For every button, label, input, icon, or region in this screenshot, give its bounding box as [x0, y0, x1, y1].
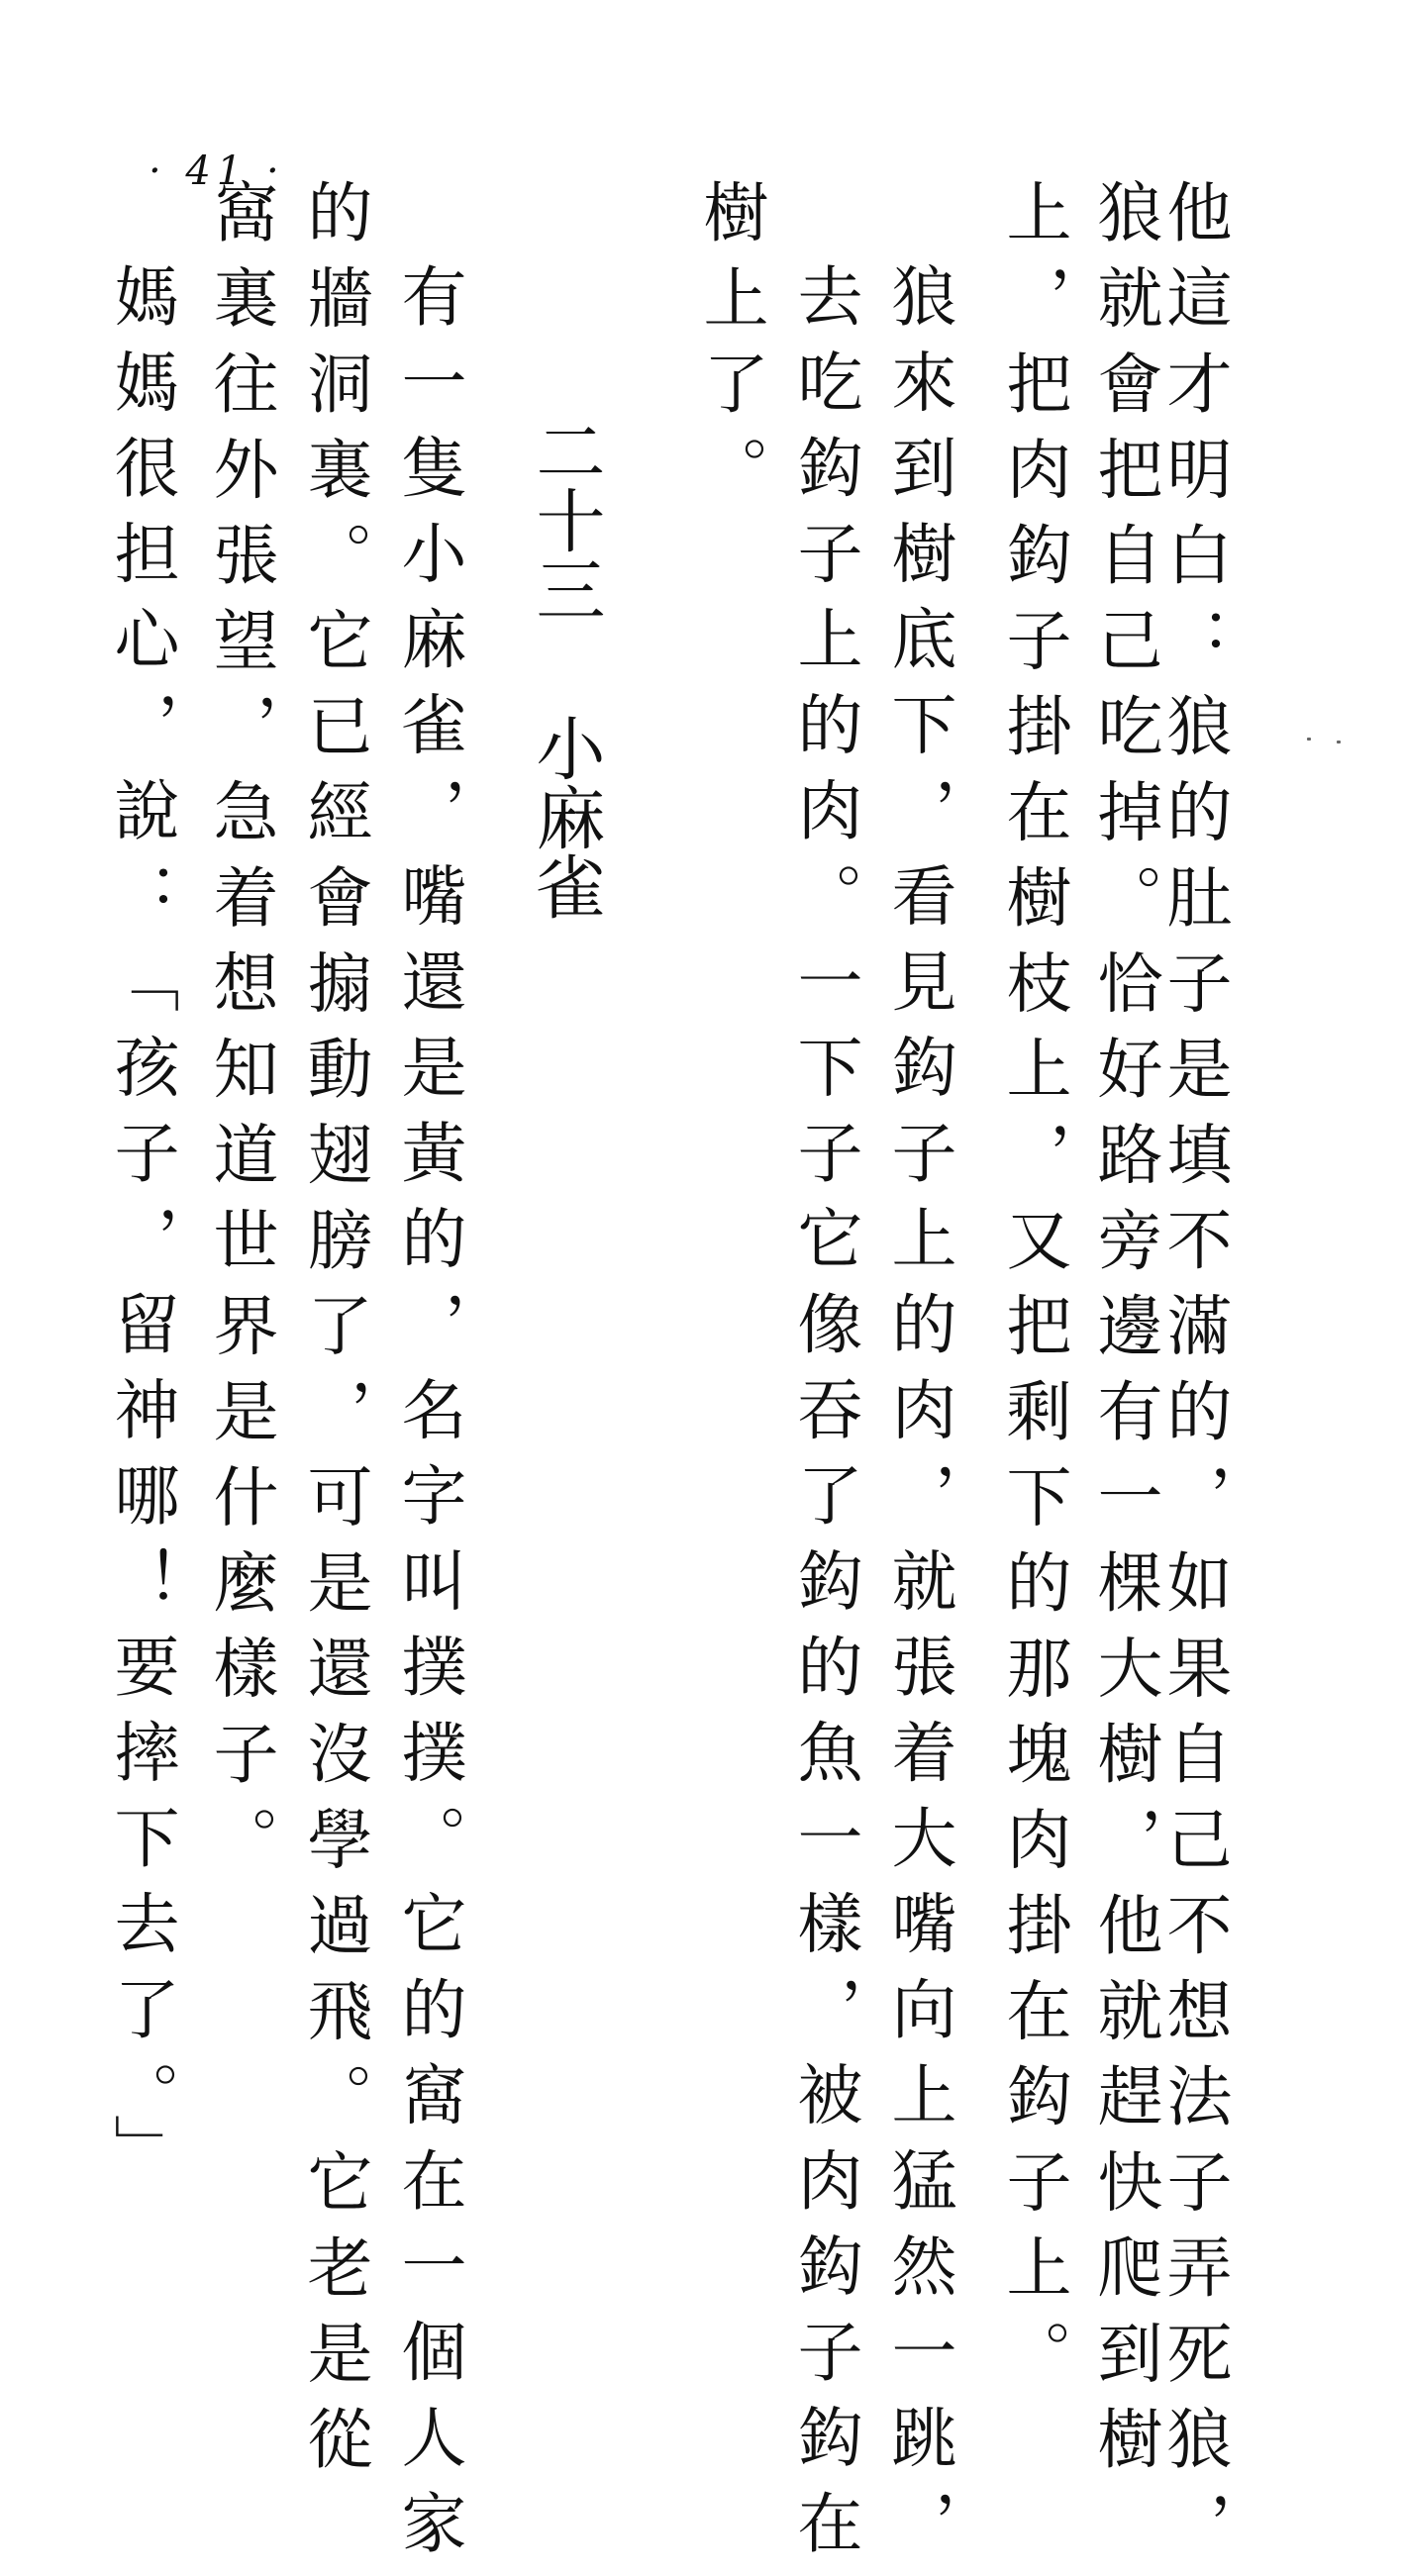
chapter-heading [525, 416, 606, 921]
chapter-number: 二十三 [525, 416, 606, 624]
chapter-column-2: 的牆洞裏。它已經會搧動翅膀了，可是還沒學過飛。它老是從 [296, 178, 372, 2491]
scan-speck [1337, 741, 1341, 743]
text-column-1: 他這才明白：狼的肚子是填不滿的，如果自己不想法子弄死狼， [1155, 178, 1232, 2576]
page-number: · 41 · [149, 149, 285, 194]
chapter-column-3: 窩裏往外張望，急着想知道世界是什麼樣子。 [202, 178, 278, 1891]
chapter-column-4: 媽媽很担心，說：「孩子，留神哪！要摔下去了。」 [103, 262, 179, 2200]
text-column-2: 狼就會把自己吃掉。恰好路旁邊有一棵大樹，他就趕快爬到樹 [1086, 178, 1162, 2491]
scan-speck [1307, 738, 1311, 741]
text-column-6: 樹上了。 [692, 178, 768, 521]
text-column-4: 狼來到樹底下，看見鈎子上的肉，就張着大嘴向上猛然一跳， [880, 262, 956, 2575]
text-column-3: 上，把肉鈎子掛在樹枝上，又把剩下的那塊肉掛在鈎子上。 [995, 178, 1071, 2405]
text-column-5: 去吃鈎子上的肉。一下子它像吞了鈎的魚一樣，被肉鈎子鈎在 [786, 262, 862, 2575]
chapter-column-1: 有一隻小麻雀，嘴還是黃的，名字叫撲撲。它的窩在一個人家 [390, 262, 466, 2575]
chapter-title: 小麻雀 [525, 713, 606, 921]
